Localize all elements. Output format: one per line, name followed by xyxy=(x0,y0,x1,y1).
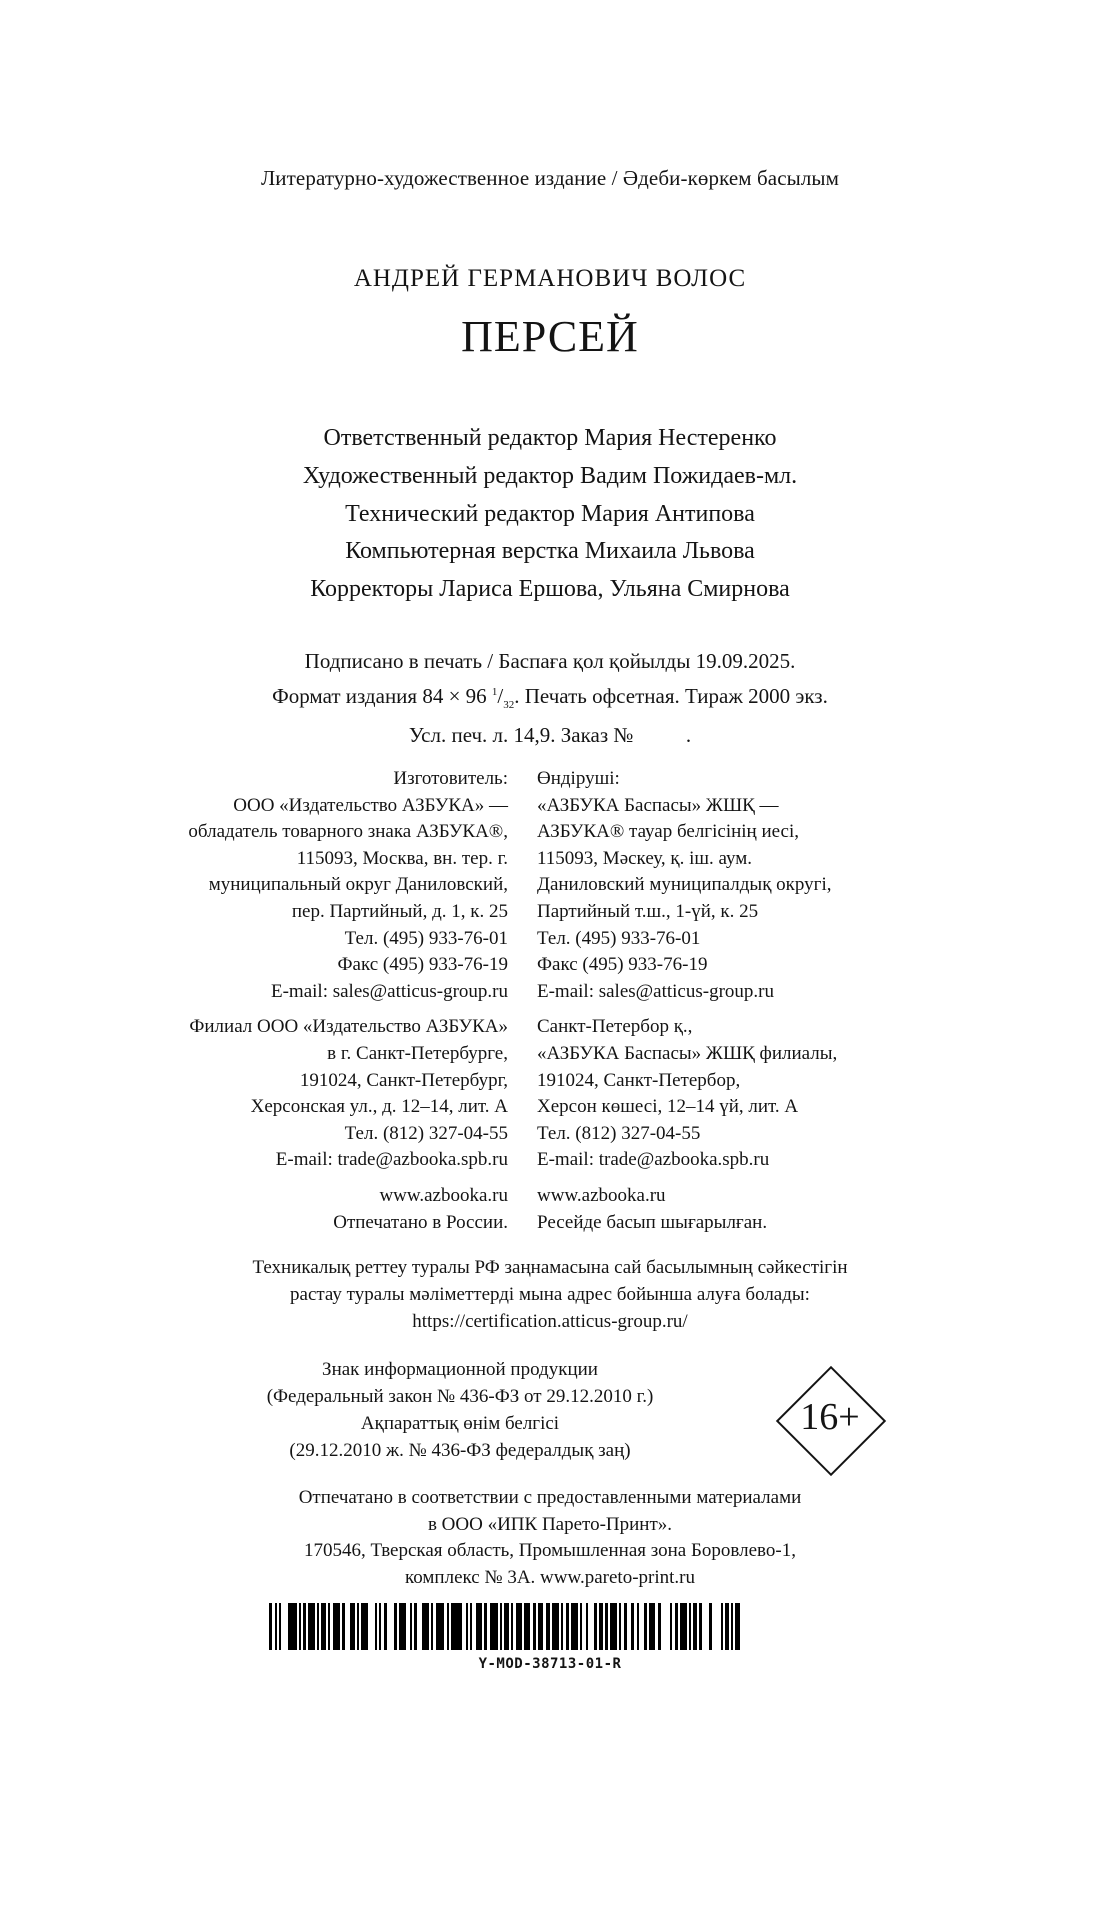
age-rating-badge: 16+ xyxy=(800,1396,860,1438)
branch-block-ru xyxy=(188,1014,508,1174)
web-block-kz xyxy=(537,1183,837,1236)
manufacturer-line: пер. Партийный, д. 1, к. 25 xyxy=(291,900,508,922)
editors-list xyxy=(0,420,1100,609)
editor-line: Компьютерная верстка Михаила Львова xyxy=(345,538,755,565)
manufacturer-line: ООО «Издательство АЗБУКА» — xyxy=(233,794,508,816)
branch-phone: Тел. (812) 327-04-55 xyxy=(344,1122,508,1144)
printed-in-country: Ресейде басып шығарылған. xyxy=(537,1211,768,1233)
branch-line: Филиал ООО «Издательство АЗБУКА» xyxy=(189,1016,508,1038)
web-block-ru xyxy=(188,1183,508,1236)
printed-by-line: в ООО «ИПК Парето-Принт». xyxy=(427,1513,673,1535)
branch-line: 191024, Санкт-Петербор, xyxy=(537,1069,741,1091)
editor-line: Технический редактор Мария Антипова xyxy=(345,500,755,527)
manufacturer-line: обладатель товарного знака АЗБУКА®, xyxy=(188,821,508,843)
fraction-numerator: 1 xyxy=(491,685,498,698)
printed-in-country: Отпечатано в России. xyxy=(333,1211,508,1233)
manufacturer-line: Изготовитель: xyxy=(393,768,508,789)
branch-line: в г. Санкт-Петербурге, xyxy=(327,1042,508,1064)
editor-line: Корректоры Лариса Ершова, Ульяна Смирнова xyxy=(310,576,790,603)
manufacturer-phone: Тел. (495) 933-76-01 xyxy=(537,927,701,949)
branch-block-kz xyxy=(537,1014,837,1174)
manufacturer-block-ru xyxy=(188,766,508,1005)
info-sign-line: Ақпараттық өнім белгісі xyxy=(360,1413,560,1434)
format-prefix: Формат издания 84 × 96 xyxy=(272,683,492,708)
manufacturer-line: Өндіруші: xyxy=(537,768,620,789)
tech-regulation-note xyxy=(0,1254,1100,1335)
branch-line: Херсон көшесі, 12–14 үй, лит. А xyxy=(537,1096,799,1118)
barcode-code: Y-MOD-38713-01-R xyxy=(478,1656,622,1672)
info-sign-note xyxy=(160,1356,760,1464)
manufacturer-line: АЗБУКА® тауар белгісінің иесі, xyxy=(537,821,799,843)
tech-line: растау туралы мәліметтерді мына адрес бойынша алуға болады: xyxy=(290,1284,810,1305)
format-line: Формат издания 84 × 96 $^1/_{32}$. Печать офсетная. Тираж 2000 экз. xyxy=(272,683,828,711)
website: www.azbooka.ru xyxy=(537,1184,666,1206)
manufacturer-line: 115093, Москва, вн. тер. г. xyxy=(296,847,508,869)
printed-by-line: комплекс № 3А. www.pareto-print.ru xyxy=(405,1567,695,1589)
manufacturer-block-kz xyxy=(537,766,837,1005)
branch-email: E-mail: trade@azbooka.spb.ru xyxy=(275,1149,508,1171)
info-sign-line: Знак информационной продукции xyxy=(322,1359,598,1380)
certification-url: https://certification.atticus-group.ru/ xyxy=(412,1311,688,1332)
manufacturer-fax: Факс (495) 933-76-19 xyxy=(537,954,708,976)
printed-by-line: 170546, Тверская область, Промышленная зона Боровлево-1, xyxy=(304,1540,796,1562)
signed-to-print: Подписано в печать / Баспаға қол қойылды 19.09.2025. xyxy=(304,649,796,673)
branch-line: 191024, Санкт-Петербург, xyxy=(299,1069,508,1091)
editor-line: Ответственный редактор Мария Нестеренко xyxy=(323,425,777,451)
format-suffix: . Печать офсетная. Тираж 2000 экз. xyxy=(514,683,828,708)
tech-line: Техникалық реттеу туралы РФ заңнамасына сай басылымның сәйкестігін xyxy=(252,1257,848,1278)
website: www.azbooka.ru xyxy=(379,1184,508,1206)
manufacturer-line: муниципальный округ Даниловский, xyxy=(208,874,508,896)
author-name: АНДРЕЙ ГЕРМАНОВИЧ ВОЛОС xyxy=(353,265,747,292)
printed-by-note xyxy=(0,1485,1100,1592)
branch-line: «АЗБУКА Баспасы» ЖШҚ филиалы, xyxy=(537,1042,838,1064)
branch-line: Санкт-Петербор қ., xyxy=(537,1016,693,1038)
branch-line: Херсонская ул., д. 12–14, лит. А xyxy=(250,1096,508,1118)
info-sign-line: (29.12.2010 ж. № 436-ФЗ федералдық заң) xyxy=(289,1440,631,1461)
order-line: Усл. печ. л. 14,9. Заказ № . xyxy=(408,723,692,748)
publisher-column-kz xyxy=(537,766,837,1236)
fraction-denominator: 32 xyxy=(503,698,515,711)
manufacturer-line: 115093, Мәскеу, қ. іш. аум. xyxy=(537,847,753,869)
branch-phone: Тел. (812) 327-04-55 xyxy=(537,1122,701,1144)
printed-by-line: Отпечатано в соответствии с предоставленными материалами xyxy=(298,1487,802,1508)
manufacturer-line: Партийный т.ш., 1-үй, к. 25 xyxy=(537,900,759,922)
book-title: ПЕРСЕЙ xyxy=(461,312,639,361)
info-sign-line: (Федеральный закон № 436-ФЗ от 29.12.2010 г.) xyxy=(266,1386,654,1407)
manufacturer-phone: Тел. (495) 933-76-01 xyxy=(344,927,508,949)
manufacturer-line: «АЗБУКА Баспасы» ЖШҚ — xyxy=(537,794,779,816)
print-info xyxy=(0,646,1100,751)
editor-line: Художественный редактор Вадим Пожидаев-мл. xyxy=(302,462,798,489)
manufacturer-email: E-mail: sales@atticus-group.ru xyxy=(271,980,508,1002)
manufacturer-email: E-mail: sales@atticus-group.ru xyxy=(537,980,774,1002)
series-label: Литературно-художественное издание / Әдеби-көркем басылым xyxy=(260,166,840,190)
branch-email: E-mail: trade@azbooka.spb.ru xyxy=(537,1149,770,1171)
barcode-icon xyxy=(269,1603,741,1650)
publisher-column-ru xyxy=(188,766,508,1236)
manufacturer-fax: Факс (495) 933-76-19 xyxy=(337,954,508,976)
manufacturer-line: Даниловский муниципалдық округі, xyxy=(537,874,832,896)
